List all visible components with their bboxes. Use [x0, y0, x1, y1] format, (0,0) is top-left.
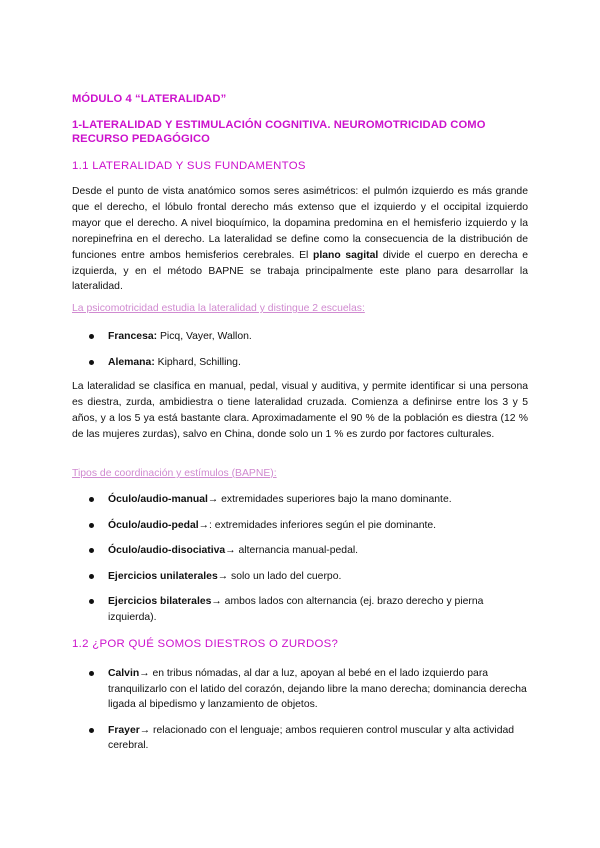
coordination-term: Ejercicios unilaterales: [108, 570, 218, 582]
subsection-heading-diestros-zurdos: 1.2 ¿POR QUÉ SOMOS DIESTROS O ZURDOS?: [72, 638, 339, 650]
list-item: [88, 594, 528, 625]
school-text: Picq, Vayer, Wallon.: [157, 331, 252, 342]
section-title: 1-LATERALIDAD Y ESTIMULACIÓN COGNITIVA. NEUROMOTRICIDAD COMO RECURSO PEDAGÓGICO: [72, 119, 486, 145]
link-tipos-coordinacion[interactable]: Tipos de coordinación y estímulos (BAPNE):: [72, 468, 277, 479]
school-term: Francesa:: [108, 331, 158, 342]
bullet-icon: [89, 574, 94, 579]
coordination-term: Óculo/audio-manual: [108, 494, 208, 505]
coordination-text: → extremidades superiores bajo la mano dominante.: [207, 494, 452, 505]
list-item: [88, 569, 528, 585]
link-psicomotricidad[interactable]: La psicomotricidad estudia la lateralidad y distingue 2 escuelas:: [72, 303, 365, 314]
bullet-icon: [89, 599, 94, 604]
coordination-text: → ambos lados con alternancia (ej. brazo derecho y pierna izquierda).: [108, 596, 484, 623]
list-item: [88, 492, 528, 508]
coordination-text: → solo un lado del cuerpo.: [217, 570, 342, 582]
theory-term: Frayer: [108, 724, 140, 736]
bold-plano-sagital: plano sagital: [312, 249, 379, 261]
theory-text: → en tribus nómadas, al dar a luz, apoyan al bebé en el lado izquierdo para tranquilizarlo con el latido del corazón, dejando libre la mano derecha; dominancia derecha ligada al bipedismo y lanzamiento de objetos.: [108, 668, 527, 711]
coordination-text: → alternancia manual-pedal.: [225, 545, 359, 557]
coordination-term: Óculo/audio-disociativa: [108, 545, 226, 557]
theory-term: Calvin: [108, 668, 140, 679]
coordination-term: Óculo/audio-pedal: [108, 519, 199, 531]
bullet-icon: [89, 671, 94, 676]
list-item: [88, 723, 528, 754]
bullet-icon: [89, 728, 94, 733]
subsection-heading-fundamentos: 1.1 LATERALIDAD Y SUS FUNDAMENTOS: [72, 160, 306, 172]
coordination-list: [88, 492, 528, 636]
schools-list: [88, 329, 528, 380]
theory-text: → relacionado con el lenguaje; ambos requieren control muscular y alta actividad cerebral.: [108, 724, 515, 752]
school-term: Alemana:: [108, 356, 155, 368]
theories-list: [88, 666, 528, 764]
bullet-icon: [89, 523, 94, 528]
list-item: [88, 518, 528, 534]
paragraph-anatomy-text: Desde el punto de vista anatómico somos seres asimétricos: el pulmón izquierdo es más grande que el derecho, el lóbulo frontal derecho más extenso que el izquierdo y el occipital izquierdo mayor que el derecho. A nivel bioquímico, la dopamina predomina en el hemisferio izquierdo y la norepinefrina en el derecho. La lateralidad se define como la consecuencia de la distribución de funciones entre ambos hemisferios cerebrales. El: [72, 186, 528, 261]
list-item: [88, 329, 528, 345]
school-text: Kiphard, Schilling.: [154, 356, 241, 368]
bullet-icon: [89, 360, 94, 365]
bullet-icon: [89, 497, 94, 502]
bullet-icon: [89, 548, 94, 553]
paragraph-classification: La lateralidad se clasifica en manual, pedal, visual y auditiva, y permite identificar si una persona es diestra, zurda, ambidiestra o tiene lateralidad cruzada. Comienza a definirse entre los 3 y 5 años, y a los 5 ya está bastante clara. Aproximadamente el 90 % de la población es diestra (12 % de las mujeres zurdas), salvo en China, donde solo un 1 % es zurdo por factores culturales.: [72, 381, 528, 440]
list-item: [88, 355, 528, 371]
coordination-term: Ejercicios bilaterales: [108, 596, 212, 608]
module-title: MÓDULO 4 “LATERALIDAD”: [72, 93, 227, 105]
paragraph-anatomy: [72, 184, 528, 295]
list-item: [88, 543, 528, 559]
paragraph-anatomy-text-end: divide el cuerpo en derecha e izquierda, y en el método BAPNE se trabaja principalmente este plano para desarrollar la lateralidad.: [72, 249, 529, 293]
list-item: [88, 666, 528, 713]
bullet-icon: [89, 334, 94, 339]
coordination-text: →: extremidades inferiores según el pie dominante.: [198, 519, 437, 531]
